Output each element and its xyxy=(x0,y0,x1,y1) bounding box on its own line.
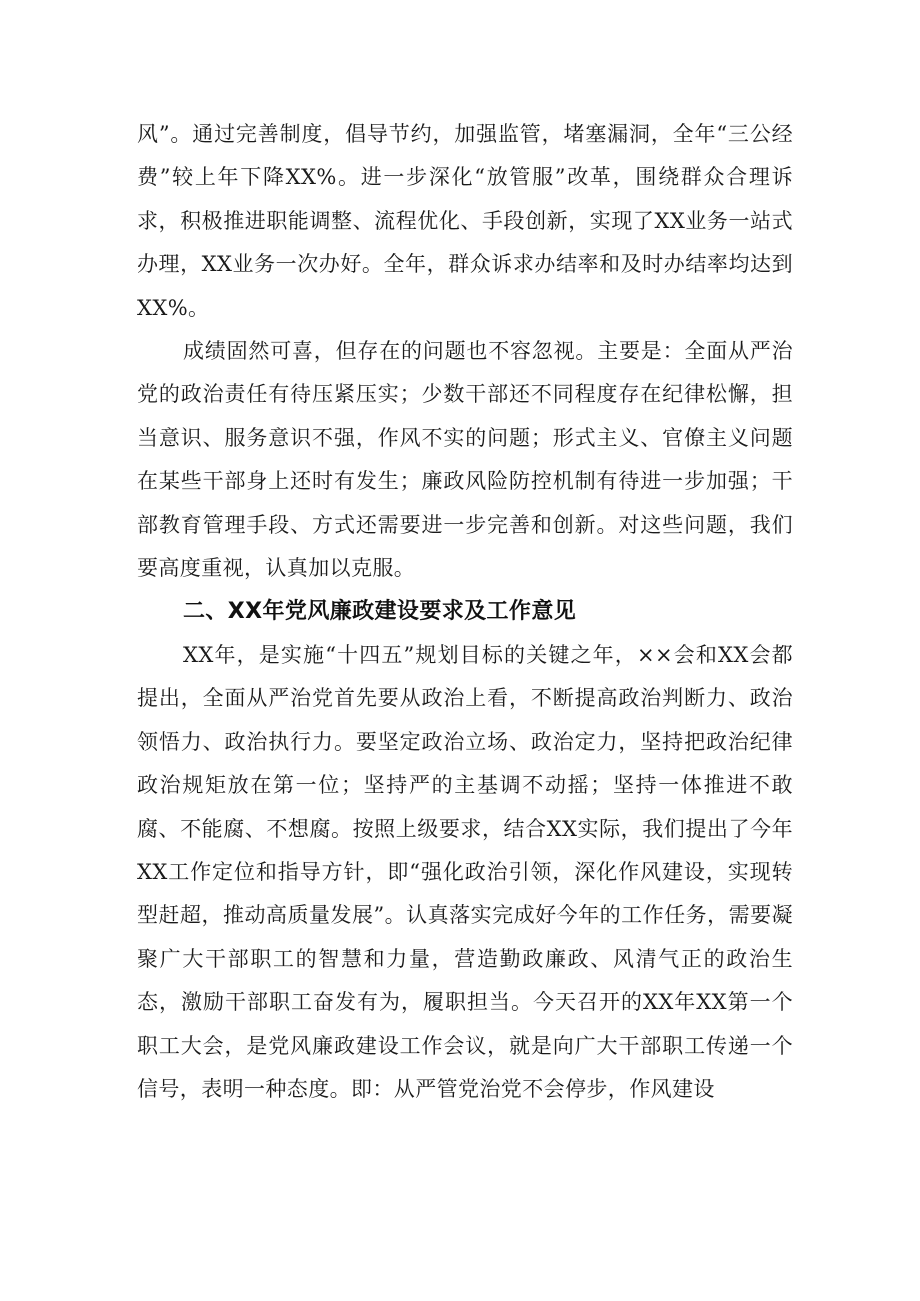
section-heading: 二、XX年党风廉政建设要求及工作意见 xyxy=(183,599,577,625)
paragraph-problems: 成绩固然可喜，但存在的问题也不容忽视。主要是：全面从严治党的政治责任有待压紧压实；少数干部还不同程度存在纪律松懈，担当意识、服务意识不强，作风不实的问题；形式主义、官僚主义问题在某些干部身上还时有发生；廉政风险防控机制有待进一步加强；干部教育管理手段、方式还需要进一步完善和创新。对这些问题，我们要高度重视，认真加以克服。 xyxy=(137,339,793,581)
paragraph-continuation: 风”。通过完善制度，倡导节约，加强监管，堵塞漏洞，全年“三公经费”较上年下降XX%。进一步深化“放管服”改革，围绕群众合理诉求，积极推进职能调整、流程优化、手段创新，实现了XX业务一站式办理，XX业务一次办好。全年，群众诉求办结率和及时办结率均达到XX%。 xyxy=(137,122,793,320)
document-body xyxy=(137,113,793,1111)
paragraph-requirements: XX年，是实施“十四五”规划目标的关键之年，××会和XX会都提出，全面从严治党首先要从政治上看，不断提高政治判断力、政治领悟力、政治执行力。要坚定政治立场、政治定力，坚持把政治纪律政治规矩放在第一位；坚持严的主基调不动摇；坚持一体推进不敢腐、不能腐、不想腐。按照上级要求，结合XX实际，我们提出了今年XX工作定位和指导方针，即“强化政治引领，深化作风建设，实现转型赶超，推动高质量发展”。认真落实完成好今年的工作任务，需要凝聚广大干部职工的智慧和力量，营造勤政廉政、风清气正的政治生态，激励干部职工奋发有为，履职担当。今天召开的XX年XX第一个职工大会，是党风廉政建设工作会议，就是向广大干部职工传递一个信号，表明一种态度。即：从严管党治党不会停步，作风建设 xyxy=(137,642,793,1101)
